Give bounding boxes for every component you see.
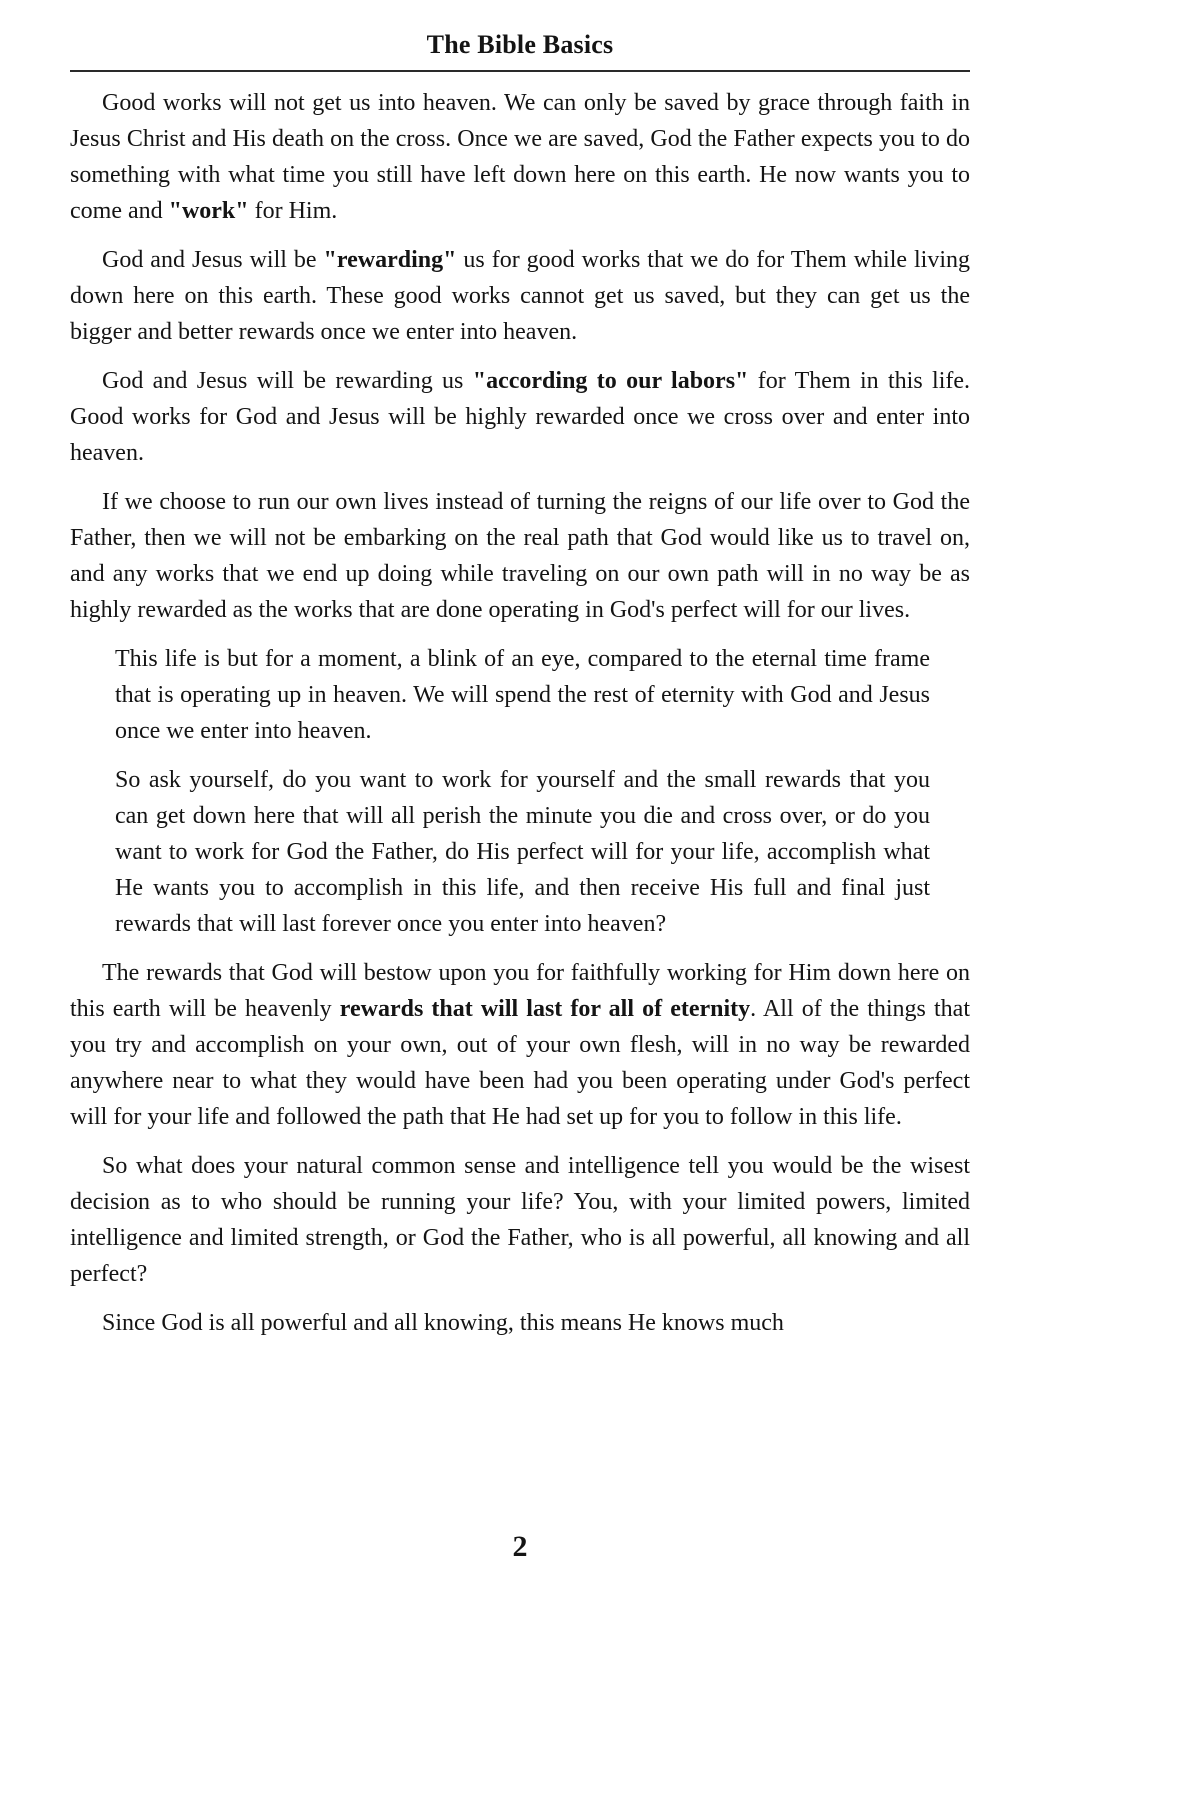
paragraph [115,762,930,942]
paragraph [70,363,970,471]
paragraph [70,484,970,628]
paragraph [70,85,970,229]
paragraph-text: us for good works that we do for Them while living down here on this earth. These good works cannot get us saved, but they can get us the bigger and better rewards once we enter into heaven. [70,247,970,345]
paragraph [115,641,930,749]
paragraph-text: If we choose to run our own lives instead of turning the reigns of our life over to God the Father, then we will not be embarking on the real path that God would like us to travel on, and any works that we end up doing while traveling on our own path will in no way be as highly rewarded as the works that are done operating in God's perfect will for our lives. [70,489,970,623]
paragraph-text-bold: "work" [168,198,249,224]
paragraph-text-bold: "according to our labors" [472,368,749,394]
paragraph [70,1305,970,1341]
paragraph-text-bold: "rewarding" [323,247,457,273]
paragraph-text: Since God is all powerful and all knowing, this means He knows much [102,1310,784,1336]
page-body [70,85,970,1341]
paragraph-text: Good works will not get us into heaven. We can only be saved by grace through faith in Jesus Christ and His death on the cross. Once we are saved, God the Father expects you to do something with what time you still have left down here on this earth. He now wants you to come and [70,90,970,224]
page-title: The Bible Basics [426,30,614,59]
paragraph-text-bold: rewards that will last for all of eternity [339,996,751,1022]
paragraph-text: . All of the things that you try and accomplish on your own, out of your own flesh, will in no way be rewarded anywhere near to what they would have been had you been operating under God's perfect will for your life and followed the path that He had set up for you to follow in this life. [70,996,970,1130]
paragraph-text: God and Jesus will be rewarding us [102,368,473,394]
paragraph-text: God and Jesus will be [102,247,324,273]
paragraph-text: So ask yourself, do you want to work for yourself and the small rewards that you can get down here that will all perish the minute you die and cross over, or do you want to work for God the Father, do His perfect will for your life, accomplish what He wants you to accomplish in this life, and then receive His full and final just rewards that will last forever once you enter into heaven? [115,767,930,937]
page-number: 2 [512,1530,528,1563]
paragraph-text: So what does your natural common sense and intelligence tell you would be the wisest decision as to who should be running your life? You, with your limited powers, limited intelligence and limited strength, or God the Father, who is all powerful, all knowing and all perfect? [70,1153,970,1287]
paragraph-text: This life is but for a moment, a blink of an eye, compared to the eternal time frame that is operating up in heaven. We will spend the rest of eternity with God and Jesus once we enter into heaven. [115,646,930,744]
paragraph [70,1148,970,1292]
page-header [70,30,970,72]
paragraph-text: for Him. [248,198,338,224]
paragraph-text: for Them in this life. Good works for God and Jesus will be highly rewarded once we cross over and enter into heaven. [70,368,971,466]
paragraph [70,955,970,1135]
paragraph [70,242,970,350]
paragraph-text: The rewards that God will bestow upon you for faithfully working for Him down here on this earth will be heavenly [70,960,970,1022]
